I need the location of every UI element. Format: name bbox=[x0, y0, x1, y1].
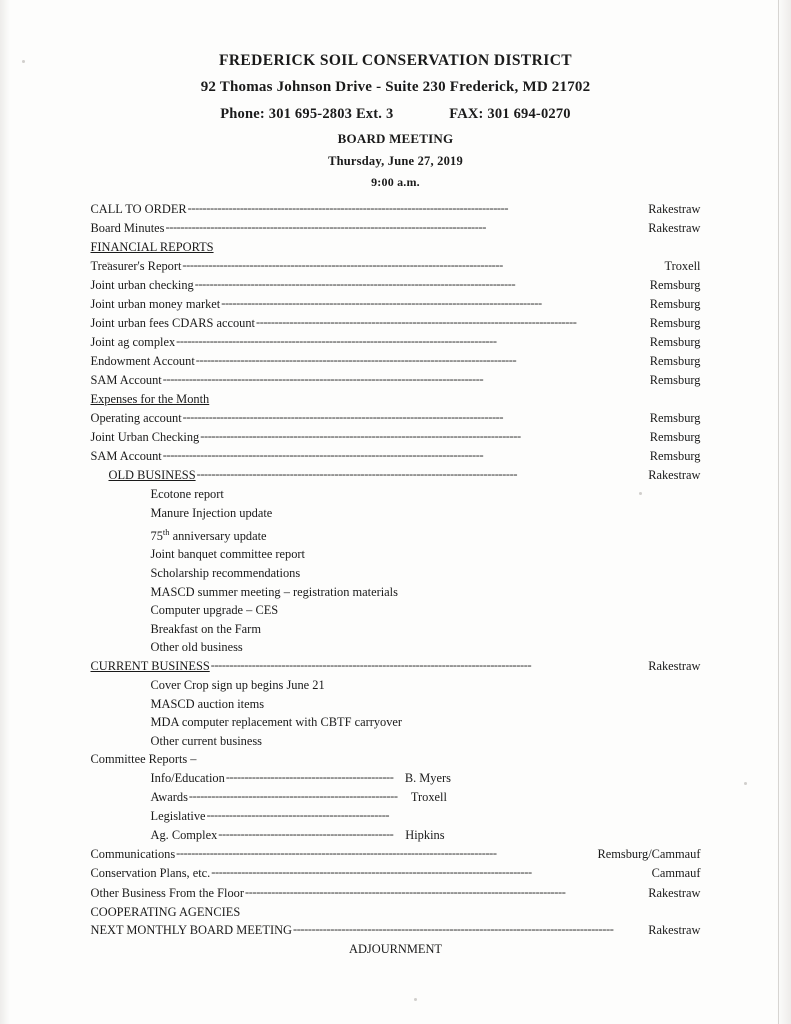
agenda-presenter: Remsburg bbox=[649, 335, 701, 350]
agenda-presenter: Remsburg bbox=[649, 316, 701, 331]
leader-dots: -------------------------------------------------------------------------------------- bbox=[211, 865, 532, 880]
agenda-presenter: Troxell bbox=[410, 790, 447, 805]
leader-dots: -------------------------------------------------------------------------------------- bbox=[162, 372, 484, 387]
agenda-item bbox=[91, 884, 701, 903]
fax-number: FAX: 301 694-0270 bbox=[449, 106, 571, 122]
contact-line bbox=[0, 106, 791, 123]
agenda-presenter: Remsburg bbox=[649, 411, 701, 426]
agenda-presenter: Rakestraw bbox=[648, 221, 701, 236]
agenda-label: Operating account bbox=[90, 411, 182, 426]
agenda-presenter: Remsburg bbox=[649, 430, 701, 445]
leader-dots: ------------------------------------------------- bbox=[206, 808, 390, 823]
agenda-subitem-rest: anniversary update bbox=[169, 528, 267, 543]
agenda-presenter: Rakestraw bbox=[648, 202, 701, 216]
agenda-subitem: Ecotone report bbox=[150, 487, 224, 502]
leader-dots: -------------------------------------------------------------------------------------- bbox=[165, 220, 486, 235]
agenda-presenter: Remsburg/Cammauf bbox=[597, 847, 701, 862]
agenda-presenter: Rakestraw bbox=[648, 923, 701, 938]
agenda-list bbox=[91, 200, 701, 959]
agenda-label: CALL TO ORDER bbox=[90, 202, 187, 216]
leader-dots: -------------------------------------------------------------------------------------- bbox=[245, 884, 566, 899]
agenda-presenter: Cammauf bbox=[651, 866, 701, 881]
leader-dots: -------------------------------------------------------------------------------------- bbox=[210, 657, 532, 672]
agenda-label: Communications bbox=[90, 847, 176, 862]
agenda-subitem: Other old business bbox=[150, 640, 243, 655]
agenda-item bbox=[91, 409, 701, 428]
agenda-item bbox=[91, 864, 701, 883]
agenda-presenter: Troxell bbox=[664, 258, 701, 273]
agenda-label: Joint Urban Checking bbox=[90, 430, 200, 445]
agenda-item bbox=[91, 371, 701, 390]
agenda-item bbox=[91, 428, 701, 447]
agenda-item bbox=[91, 845, 701, 864]
agenda-label: Joint urban money market bbox=[90, 296, 221, 311]
agenda-item bbox=[91, 788, 701, 807]
leader-dots: -------------------------------------------------------------------------------------- bbox=[256, 315, 577, 330]
agenda-label: Joint ag complex bbox=[90, 335, 176, 350]
adjournment-label: ADJOURNMENT bbox=[349, 942, 442, 957]
leader-dots: -------------------------------------------------------------------------------------- bbox=[221, 295, 542, 310]
document-content bbox=[0, 52, 791, 959]
agenda-label: FINANCIAL REPORTS bbox=[90, 240, 214, 255]
agenda-subitem: Computer upgrade – CES bbox=[150, 603, 279, 618]
agenda-subitem: Breakfast on the Farm bbox=[150, 621, 261, 636]
agenda-label: Expenses for the Month bbox=[90, 392, 210, 407]
agenda-item bbox=[91, 333, 701, 352]
leader-dots: -------------------------------------------------------------------------------------- bbox=[195, 353, 517, 368]
agenda-label: Ag. Complex bbox=[150, 828, 218, 843]
agenda-label: Board Minutes bbox=[90, 221, 165, 236]
organization-title: FREDERICK SOIL CONSERVATION DISTRICT bbox=[218, 52, 573, 69]
agenda-subitem: MASCD auction items bbox=[150, 696, 265, 711]
leader-dots: -------------------------------------------------------------------------------------- bbox=[162, 448, 484, 463]
agenda-item bbox=[91, 921, 701, 940]
agenda-item bbox=[91, 352, 701, 371]
leader-dots: -------------------------------------------------------------------------------------- bbox=[292, 922, 614, 937]
agenda-subitem: Other current business bbox=[150, 733, 262, 748]
agenda-subitem: MASCD summer meeting – registration materials bbox=[150, 584, 398, 599]
agenda-subitem: Scholarship recommendations bbox=[150, 565, 301, 580]
agenda-subitem: Joint banquet committee report bbox=[150, 547, 305, 562]
leader-dots: -------------------------------------------------------------------------------------- bbox=[182, 410, 504, 425]
agenda-item bbox=[91, 769, 701, 788]
agenda-section-heading: COOPERATING AGENCIES bbox=[90, 904, 241, 919]
agenda-presenter: Remsburg bbox=[649, 354, 701, 369]
leader-dots: -------------------------------------------------------------------------------------- bbox=[194, 276, 516, 291]
agenda-presenter: B. Myers bbox=[404, 770, 451, 785]
leader-dots: -------------------------------------------------------------------------------------- bbox=[176, 846, 497, 861]
agenda-presenter: Rakestraw bbox=[648, 468, 701, 483]
agenda-label: OLD BUSINESS bbox=[108, 468, 196, 483]
agenda-label: SAM Account bbox=[90, 449, 162, 464]
leader-dots: ----------------------------------------------- bbox=[218, 827, 394, 842]
leader-dots: -------------------------------------------------------------------------------------- bbox=[196, 467, 518, 482]
leader-dots: --------------------------------------------- bbox=[225, 769, 394, 784]
leader-dots: -------------------------------------------------------------------------------------- bbox=[200, 429, 521, 444]
agenda-item bbox=[91, 314, 701, 333]
leader-dots: -------------------------------------------------------------------------------------- bbox=[182, 257, 503, 272]
agenda-item bbox=[91, 200, 701, 219]
phone-number: Phone: 301 695-2803 Ext. 3 bbox=[220, 106, 394, 122]
agenda-item bbox=[91, 447, 701, 466]
agenda-subitem: Cover Crop sign up begins June 21 bbox=[150, 677, 325, 692]
agenda-subitem-base: 75 bbox=[150, 528, 163, 543]
agenda-section-heading bbox=[91, 238, 701, 257]
agenda-label: Other Business From the Floor bbox=[90, 885, 245, 900]
agenda-item bbox=[91, 276, 701, 295]
agenda-label: SAM Account bbox=[90, 373, 162, 388]
agenda-presenter: Rakestraw bbox=[648, 885, 701, 900]
agenda-label: Endowment Account bbox=[90, 354, 195, 369]
agenda-label: NEXT MONTHLY BOARD MEETING bbox=[90, 923, 292, 938]
agenda-presenter: Remsburg bbox=[649, 277, 701, 292]
meeting-time: 9:00 a.m. bbox=[371, 175, 420, 189]
agenda-item bbox=[91, 657, 701, 676]
agenda-subitem: MDA computer replacement with CBTF carryover bbox=[150, 715, 403, 730]
agenda-label: Info/Education bbox=[150, 770, 225, 785]
agenda-item bbox=[91, 219, 701, 238]
agenda-presenter: Rakestraw bbox=[648, 658, 701, 673]
leader-dots: -------------------------------------------------------------------------------------- bbox=[176, 334, 497, 349]
meeting-type: BOARD MEETING bbox=[337, 131, 454, 146]
scan-speck bbox=[414, 998, 417, 1001]
agenda-item bbox=[91, 807, 701, 826]
agenda-label: Joint urban fees CDARS account bbox=[90, 316, 255, 331]
agenda-section-heading bbox=[91, 390, 701, 409]
agenda-subitem bbox=[91, 523, 701, 546]
agenda-item bbox=[91, 466, 701, 485]
agenda-label: CURRENT BUSINESS bbox=[90, 658, 210, 673]
agenda-label: Legislative bbox=[150, 809, 206, 824]
agenda-presenter: Remsburg bbox=[649, 449, 701, 464]
agenda-subitem: Manure Injection update bbox=[150, 506, 273, 520]
meeting-date: Thursday, June 27, 2019 bbox=[328, 154, 463, 168]
agenda-label: Joint urban checking bbox=[90, 277, 194, 292]
agenda-presenter: Hipkins bbox=[405, 828, 445, 843]
organization-address: 92 Thomas Johnson Drive - Suite 230 Frederick, MD 21702 bbox=[200, 79, 591, 95]
agenda-item bbox=[91, 295, 701, 314]
agenda-presenter: Remsburg bbox=[649, 373, 701, 388]
agenda-presenter: Remsburg bbox=[649, 296, 701, 311]
agenda-label: Conservation Plans, etc. bbox=[90, 866, 211, 881]
agenda-label: Treasurer's Report bbox=[90, 258, 182, 273]
agenda-label: Awards bbox=[150, 790, 188, 805]
agenda-item bbox=[91, 257, 701, 276]
leader-dots: -------------------------------------------------------------------------------------- bbox=[187, 201, 509, 215]
agenda-item bbox=[91, 826, 701, 845]
agenda-section-heading: Committee Reports – bbox=[90, 752, 197, 767]
leader-dots: -------------------------------------------------------- bbox=[188, 789, 398, 804]
agenda-subitem-ordinal: th bbox=[162, 526, 170, 537]
